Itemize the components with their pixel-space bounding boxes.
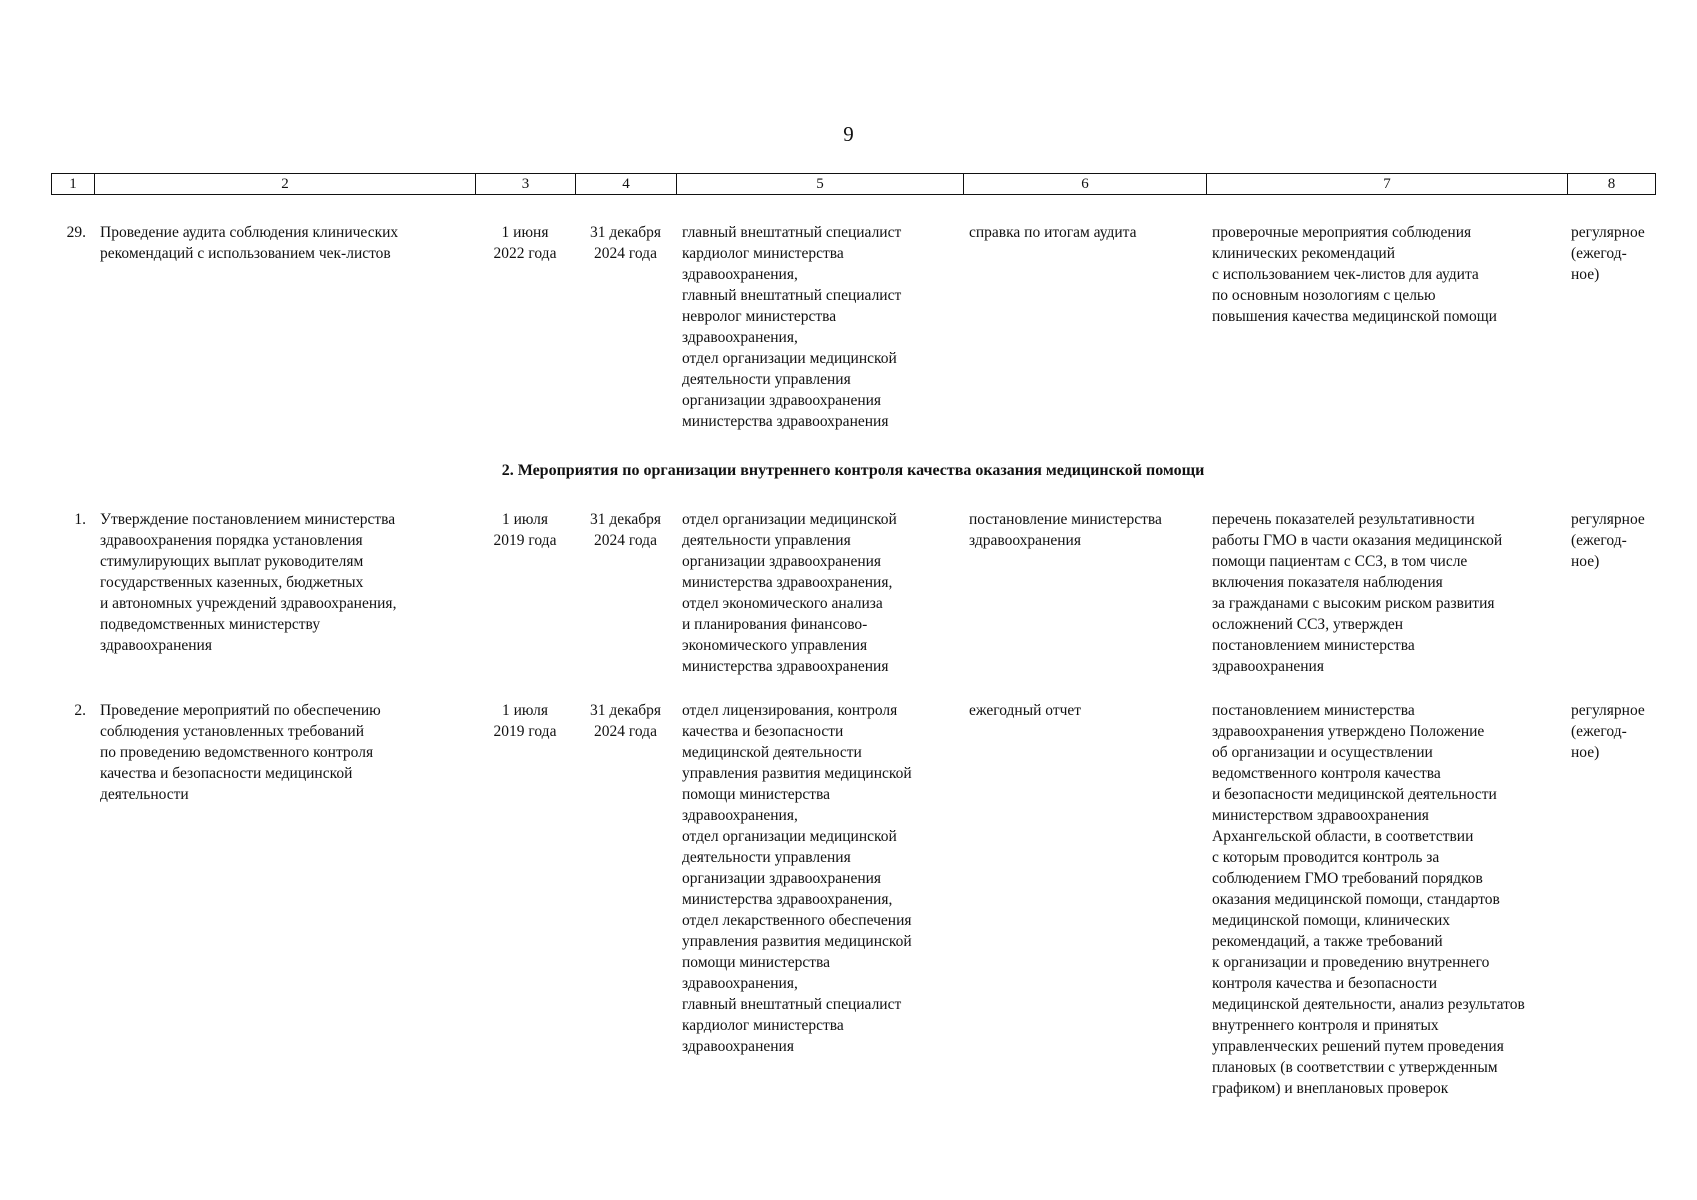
header-col-2: 2 bbox=[95, 174, 476, 195]
row-number: 1. bbox=[74, 511, 86, 528]
table-row bbox=[51, 509, 1655, 677]
row-responsible: отдел лицензирования, контроля качества и безопасности медицинской деятельности управления развития медицинской помощи министерства здравоохранения, отдел организации медицинской деятельности управления организации здравоохранения министерства здравоохранения, отдел лекарственного обеспечения управления развития медицинской помощи министерства здравоохранения, главный внештатный специалист кардиолог министерства здравоохранения bbox=[682, 702, 912, 1055]
section-heading-row bbox=[51, 460, 1655, 481]
row-responsible: главный внештатный специалист кардиолог министерства здравоохранения, главный внештатный специалист невролог министерства здравоохранения, отдел организации медицинской деятельности управления организации здравоохранения министерства здравоохранения bbox=[682, 224, 902, 430]
header-col-3: 3 bbox=[476, 174, 576, 195]
row-end-date: 31 декабря 2024 года bbox=[589, 224, 662, 262]
table-row bbox=[51, 222, 1655, 432]
row-number: 2. bbox=[74, 702, 86, 719]
header-col-7: 7 bbox=[1207, 174, 1568, 195]
row-action: Утверждение постановлением министерства здравоохранения порядка установления стимулирующих выплат руководителям государственных казенных, бюджетных и автономных учреждений здравоохранения, подведомственных министерству здравоохранения bbox=[100, 511, 397, 654]
row-type: регулярное (ежегод- ное) bbox=[1571, 511, 1645, 570]
row-action: Проведение мероприятий по обеспечению соблюдения установленных требований по проведению ведомственного контроля качества и безопасности медицинской деятельности bbox=[100, 702, 381, 803]
row-number: 29. bbox=[66, 224, 86, 241]
row-action: Проведение аудита соблюдения клинических рекомендаций с использованием чек-листов bbox=[100, 224, 399, 262]
header-col-4: 4 bbox=[576, 174, 677, 195]
row-result: постановление министерства здравоохранения bbox=[969, 511, 1162, 549]
row-type: регулярное (ежегод- ное) bbox=[1571, 702, 1645, 761]
row-indicator: проверочные мероприятия соблюдения клинических рекомендаций с использованием чек-листов для аудита по основным нозологиям с целью повышения качества медицинской помощи bbox=[1212, 224, 1497, 325]
row-end-date: 31 декабря 2024 года bbox=[589, 511, 662, 549]
row-start-date: 1 июля 2019 года bbox=[493, 702, 557, 740]
row-responsible: отдел организации медицинской деятельности управления организации здравоохранения министерства здравоохранения, отдел экономического анализа и планирования финансово- экономического управления министерства здравоохранения bbox=[682, 511, 897, 675]
row-indicator: перечень показателей результативности работы ГМО в части оказания медицинской помощи пациентам с ССЗ, в том числе включения показателя наблюдения за гражданами с высоким риском развития осложнений ССЗ, утвержден постановлением министерства здравоохранения bbox=[1212, 511, 1503, 675]
row-type: регулярное (ежегод- ное) bbox=[1571, 224, 1645, 283]
row-start-date: 1 июня 2022 года bbox=[493, 224, 557, 262]
column-number-header bbox=[51, 173, 1656, 195]
row-result: ежегодный отчет bbox=[969, 702, 1082, 719]
section-title: 2. Мероприятия по организации внутреннего контроля качества оказания медицинской помощи bbox=[501, 462, 1205, 479]
row-end-date: 31 декабря 2024 года bbox=[589, 702, 662, 740]
row-result: справка по итогам аудита bbox=[969, 224, 1137, 241]
page-number: 9 bbox=[843, 122, 854, 146]
activities-table bbox=[51, 222, 1655, 1099]
row-indicator: постановлением министерства здравоохранения утверждено Положение об организации и осуществлении ведомственного контроля качества и безопасности медицинской деятельности министерством здравоохранения Архангельской области, в соответствии с которым проводится контроль за соблюдением ГМО требований порядков оказания медицинской помощи, стандартов медицинской помощи, клинических рекомендаций, а также требований к организации и проведению внутреннего контроля качества и безопасности медицинской деятельности, анализ результатов внутреннего контроля и принятых управленческих решений путем проведения плановых (в соответствии с утвержденным графиком) и внеплановых проверок bbox=[1212, 702, 1525, 1097]
header-col-1: 1 bbox=[52, 174, 95, 195]
table-row bbox=[51, 700, 1655, 1099]
header-col-6: 6 bbox=[964, 174, 1207, 195]
header-col-8: 8 bbox=[1568, 174, 1656, 195]
header-col-5: 5 bbox=[677, 174, 964, 195]
row-start-date: 1 июля 2019 года bbox=[493, 511, 557, 549]
